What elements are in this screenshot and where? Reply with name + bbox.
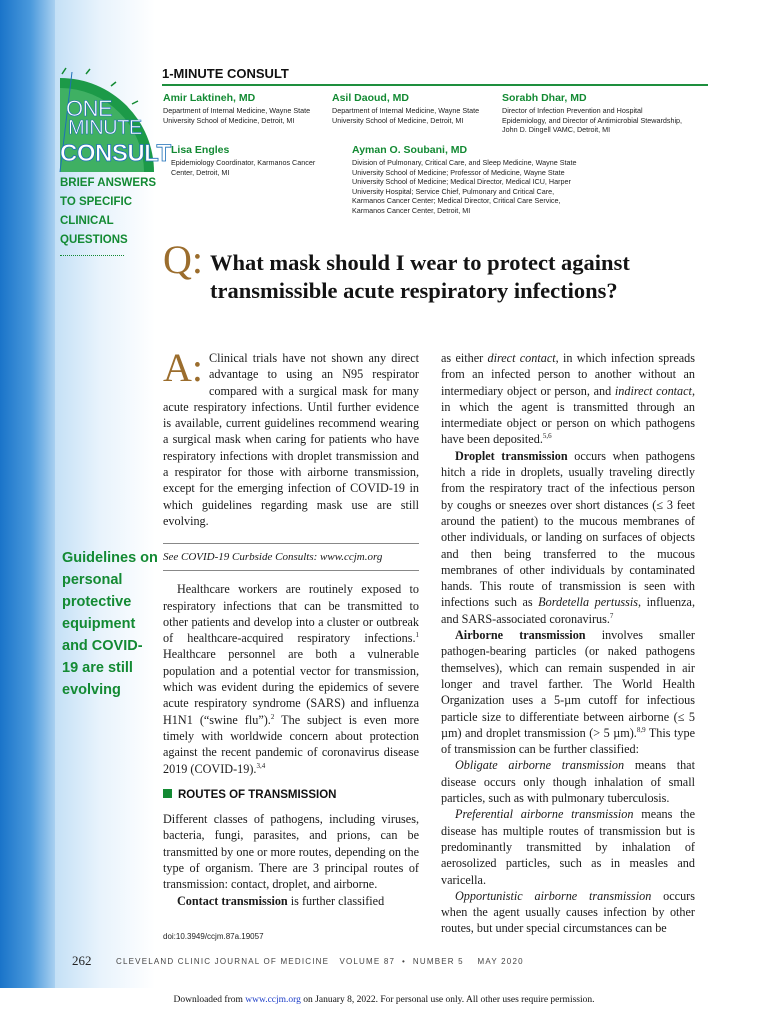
body-paragraph [163, 811, 419, 892]
journal-name: CLEVELAND CLINIC JOURNAL OF MEDICINE [116, 957, 330, 966]
body-text: as either [441, 351, 488, 365]
italic-term: direct contact [487, 351, 556, 365]
body-text: is further classified [287, 893, 385, 908]
body-text: , in which infection spreads from an infected person to another without an intermediary object or person, and [441, 351, 695, 398]
section-header: 1-MINUTE CONSULT [162, 66, 289, 81]
body-paragraph [163, 893, 419, 909]
answer-letter: A: [163, 345, 203, 390]
body-text: means the disease has multiple routes of transmission but is predominantly transmitted by inhalation of aerosolized particles, such as in measles and varicella. [441, 807, 696, 887]
author-affiliation: Director of Infection Prevention and Hospital Epidemiology, and Director of Antimicrobial Stewardship, John D. Dingell VAMC, Detroit, MI [502, 106, 683, 134]
author-block [163, 92, 323, 125]
see-also-note: See COVID-19 Curbside Consults: www.ccjm.org [163, 543, 419, 564]
download-notice [0, 995, 768, 1005]
answer-paragraph [163, 345, 419, 529]
author-block [332, 92, 494, 125]
author-affiliation: Division of Pulmonary, Critical Care, and Sleep Medicine, Wayne State University School of Medicine; Professor of Medicine, Wayne State University School of Medicine; Medical Director, Medical ICU, Harper University Hospital; Service Chief, Pulmonary and Critical Care, Karmanos Cancer Center; Medical Director, Critical Care Service, Karmanos Cancer Center, Detroit, MI [352, 158, 577, 215]
question-title: What mask should I wear to protect against transmissible acute respiratory infections? [210, 250, 630, 303]
journal-date: MAY 2020 [477, 957, 524, 966]
author-affiliation: Epidemiology Coordinator, Karmanos Cancer Center, Detroit, MI [171, 158, 316, 177]
body-paragraph [441, 757, 695, 806]
reference-superscript: 7 [609, 611, 614, 620]
page-number: 262 [72, 953, 92, 968]
brief-answers-label [60, 174, 160, 250]
logo-text-consult: CONSULT [60, 140, 171, 167]
green-square-icon [163, 789, 172, 798]
author-name: Asil Daoud, MD [332, 92, 410, 104]
doi-line: doi:10.3949/ccjm.87a.19057 [163, 932, 264, 941]
see-also-rule [163, 570, 419, 571]
logo-text-one: ONE [66, 96, 113, 121]
author-name: Lisa Engles [171, 144, 230, 156]
body-paragraph [441, 806, 695, 887]
italic-term: Preferential airborne transmission [455, 807, 634, 822]
reference-superscript: 3,4 [256, 761, 266, 770]
body-text: Different classes of pathogens, including viruses, bacteria, fungi, parasites, and prions, can be transmitted by one or more routes, depending on the type of organism. There are 3 principal routes of transmission: contact, droplet, and airborne. [163, 812, 419, 892]
reference-superscript: 2 [270, 712, 275, 721]
author-name: Ayman O. Soubani, MD [352, 144, 468, 156]
italic-term: Obligate airborne transmission [455, 758, 625, 773]
body-text: Healthcare workers are routinely exposed to respiratory infections that can be transmitted to other patients and develop into a cluster or outbreak of healthcare-acquired respiratory infections. [163, 582, 419, 646]
reference-superscript: 1 [415, 631, 419, 640]
body-text: occurs when the agent usually causes infection by other routes, but under special circumstances can be [441, 888, 695, 936]
sidebar-band [0, 0, 55, 988]
body-paragraph [441, 448, 695, 627]
author-block [352, 144, 578, 215]
brief-dotted-rule [60, 255, 124, 256]
body-text: means that disease occurs only though inhalation of small particles, such as with pulmonary tuberculosis. [441, 758, 695, 806]
italic-term: Bordetella pertussis [538, 595, 639, 610]
run-in-heading: Contact transmission [177, 893, 288, 908]
body-text: The subject is even more timely with worldwide concern about protection against the recent pandemic of coronavirus disease 2019 (COVID-19). [163, 712, 419, 776]
journal-number: NUMBER 5 [412, 957, 464, 966]
italic-term: indirect contact [614, 383, 692, 398]
download-suffix: on January 8, 2022. For personal use only. All other uses require permission. [300, 995, 595, 1005]
body-text: , influenza, and SARS-associated coronavirus. [441, 595, 695, 626]
body-text: This type of transmission can be further classified: [441, 725, 695, 757]
ccjm-link[interactable]: www.ccjm.org [245, 995, 301, 1005]
column-left [163, 345, 419, 909]
author-block [171, 144, 331, 177]
brief-line-3: CLINICAL [60, 215, 114, 227]
question-letter: Q: [163, 237, 203, 282]
pull-quote: Guidelines on personal protective equipment and COVID-19 are still evolving [62, 550, 158, 698]
brief-line-4: QUESTIONS [60, 234, 128, 246]
run-in-heading: Droplet transmission [455, 448, 568, 463]
author-affiliation: Department of Internal Medicine, Wayne State University School of Medicine, Detroit, MI [332, 106, 480, 125]
header-rule [162, 84, 708, 86]
author-name: Amir Laktineh, MD [163, 92, 256, 104]
body-text: involves smaller pathogen-bearing particles (or naked pathogens themselves), which can remain suspended in air longer and travel farther. The World Health Organization uses a 5-µm cutoff for infectious particle size to differentiate between airborne (≤ 5 µm) and droplet transmission (> 5 µm). [441, 628, 695, 740]
section-heading [163, 787, 419, 803]
author-block [502, 92, 686, 135]
brief-line-1: BRIEF ANSWERS [60, 177, 157, 189]
body-text: Healthcare personnel are both a vulnerable population and a potential vector for transmission, which was evident during the epidemics of severe acute respiratory syndrome (SARS) and influenza H1N1 (“swine flu”). [163, 647, 419, 727]
journal-footer: CLEVELAND CLINIC JOURNAL OF MEDICINE VOLUME 87 • NUMBER 5 MAY 2020 [116, 957, 524, 966]
reference-superscript: 5,6 [542, 432, 552, 441]
body-text: , in which the agent is transmitted through an intermediate object or person on which pathogens have been deposited. [441, 383, 695, 447]
logo-text-minute: MINUTE [68, 117, 142, 139]
italic-term: Opportunistic airborne transmission [455, 888, 652, 903]
author-name: Sorabh Dhar, MD [502, 92, 587, 104]
body-paragraph [163, 581, 419, 777]
brief-line-2: TO SPECIFIC [60, 196, 132, 208]
journal-volume: VOLUME 87 [339, 957, 396, 966]
answer-text: Clinical trials have not shown any direct advantage to using an N95 respirator compared with a surgical mask for many acute respiratory infections. Until further evidence is available, current guidelines recommend wearing a surgical mask when caring for patients who have respiratory infections with droplet transmission and a respirator for those with airborne transmission, except for the emerging infection of COVID-19 in which guidelines regarding mask use are still evolving. [163, 351, 419, 528]
author-affiliation: Department of Internal Medicine, Wayne State University School of Medicine, Detroit, MI [163, 106, 311, 125]
column-right [441, 350, 695, 937]
run-in-heading: Airborne transmission [455, 628, 586, 643]
reference-superscript: 8,9 [636, 725, 646, 734]
body-paragraph [441, 888, 695, 937]
body-paragraph [441, 350, 695, 448]
body-text: occurs when pathogens hitch a ride in droplets, usually traveling directly from the respiratory tract of the infectious person by coughs or sneezes over short distances (≤ 3 feet around the patient) to the mucous membranes of other individuals, or landing on surfaces of objects and then being transferred to the mucous membranes of other individuals by contaminated hands. This route of transmission is seen with infections such as [441, 448, 695, 610]
download-prefix: Downloaded from [173, 995, 246, 1005]
body-paragraph [441, 627, 695, 757]
section-heading-text: ROUTES OF TRANSMISSION [178, 788, 337, 801]
